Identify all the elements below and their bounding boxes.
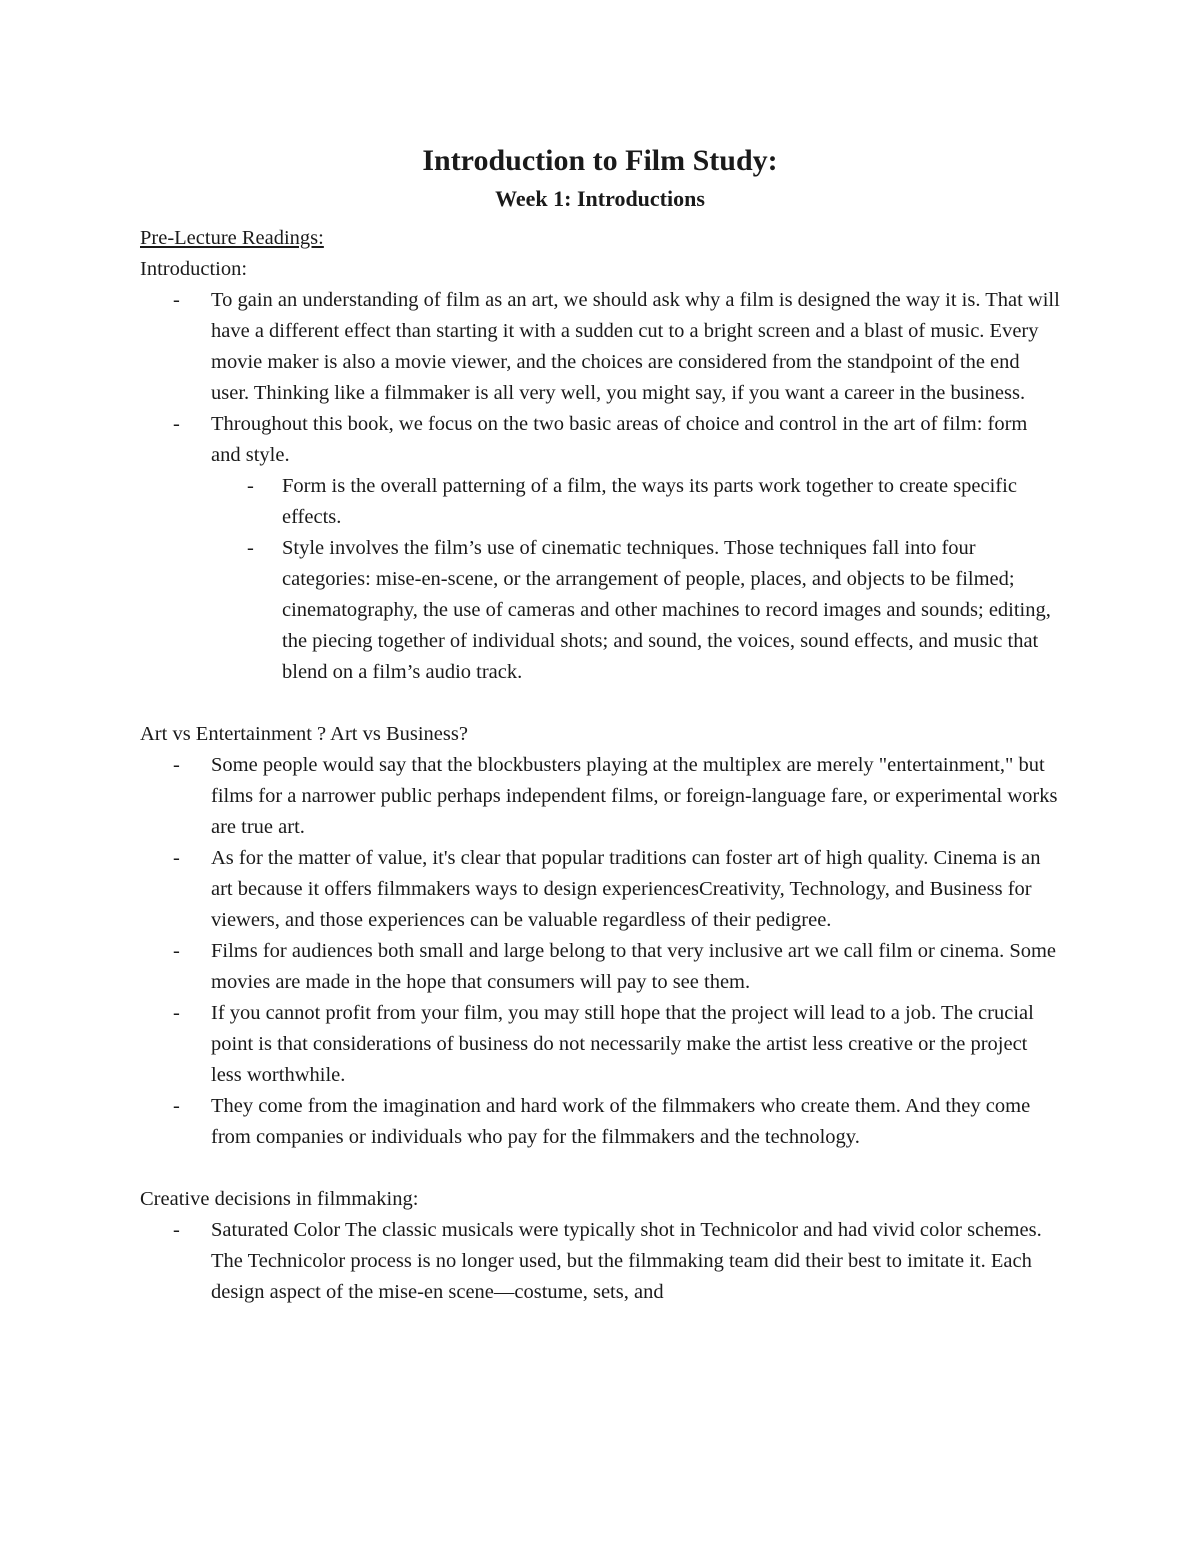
list-item xyxy=(140,843,1060,936)
bullet-dash: - xyxy=(173,1219,180,1241)
nested-list xyxy=(211,471,1060,688)
document-subtitle: Week 1: Introductions xyxy=(495,186,705,211)
list-item-text: Saturated Color The classic musicals were typically shot in Technicolor and had vivid color schemes. The Technicolor process is no longer used, but the filmmaking team did their best to imitate it. Each design aspect of the mise-en scene—costume, sets, and xyxy=(211,1219,1042,1303)
art-vs-list xyxy=(140,750,1060,1153)
pre-lecture-list xyxy=(140,285,1060,688)
bullet-dash: - xyxy=(173,1095,180,1117)
bullet-dash: - xyxy=(173,289,180,311)
creative-list xyxy=(140,1215,1060,1308)
section-heading-art-vs: Art vs Entertainment ? Art vs Business? xyxy=(140,723,468,745)
nested-list-item xyxy=(211,471,1060,533)
list-item-text: If you cannot profit from your film, you may still hope that the project will lead to a job. The crucial point is that considerations of business do not necessarily make the artist less creative or the project less worthwhile. xyxy=(211,1002,1034,1086)
document-title: Introduction to Film Study: xyxy=(422,144,778,177)
list-item xyxy=(140,936,1060,998)
list-item xyxy=(140,750,1060,843)
list-item xyxy=(140,998,1060,1091)
document-body xyxy=(140,140,1060,1308)
list-item xyxy=(140,1091,1060,1153)
bullet-dash: - xyxy=(173,413,180,435)
list-item xyxy=(140,285,1060,409)
list-item-text: Throughout this book, we focus on the two basic areas of choice and control in the art of film: form and style. xyxy=(211,413,1028,466)
list-item-text: As for the matter of value, it's clear that popular traditions can foster art of high quality. Cinema is an art because it offers filmmakers ways to design experiencesCreativity, Technology, and Business for viewers, and those experiences can be valuable regardless of their pedigree. xyxy=(211,847,1041,931)
list-item-text: Style involves the film’s use of cinematic techniques. Those techniques fall into four categories: mise-en-scene, or the arrangement of people, places, and objects to be filmed; cinematography, the use of cameras and other machines to record images and sounds; editing, the piecing together of individual shots; and sound, the voices, sound effects, and music that blend on a film’s audio track. xyxy=(282,537,1051,683)
bullet-dash: - xyxy=(247,475,254,497)
list-item-text: To gain an understanding of film as an art, we should ask why a film is designed the way it is. That will have a different effect than starting it with a sudden cut to a bright screen and a blast of music. Every movie maker is also a movie viewer, and the choices are considered from the standpoint of the end user. Thinking like a filmmaker is all very well, you might say, if you want a career in the business. xyxy=(211,289,1060,404)
section-heading-creative: Creative decisions in filmmaking: xyxy=(140,1188,419,1210)
list-item xyxy=(140,1215,1060,1308)
bullet-dash: - xyxy=(173,754,180,776)
bullet-dash: - xyxy=(173,1002,180,1024)
blank-line xyxy=(140,688,1060,719)
list-item-text: Films for audiences both small and large belong to that very inclusive art we call film or cinema. Some movies are made in the hope that consumers will pay to see them. xyxy=(211,940,1057,993)
nested-list-item xyxy=(211,533,1060,688)
list-item xyxy=(140,409,1060,688)
subheading-introduction: Introduction: xyxy=(140,258,248,280)
blank-line xyxy=(140,1153,1060,1184)
list-item-text: Form is the overall patterning of a film, the ways its parts work together to create specific effects. xyxy=(282,475,1017,528)
list-item-text: Some people would say that the blockbusters playing at the multiplex are merely "entertainment," but films for a narrower public perhaps independent films, or foreign-language fare, or experimental works are true art. xyxy=(211,754,1058,838)
section-heading-pre-lecture: Pre-Lecture Readings: xyxy=(140,227,324,249)
bullet-dash: - xyxy=(173,847,180,869)
bullet-dash: - xyxy=(247,537,254,559)
bullet-dash: - xyxy=(173,940,180,962)
list-item-text: They come from the imagination and hard work of the filmmakers who create them. And they come from companies or individuals who pay for the filmmakers and the technology. xyxy=(211,1095,1031,1148)
